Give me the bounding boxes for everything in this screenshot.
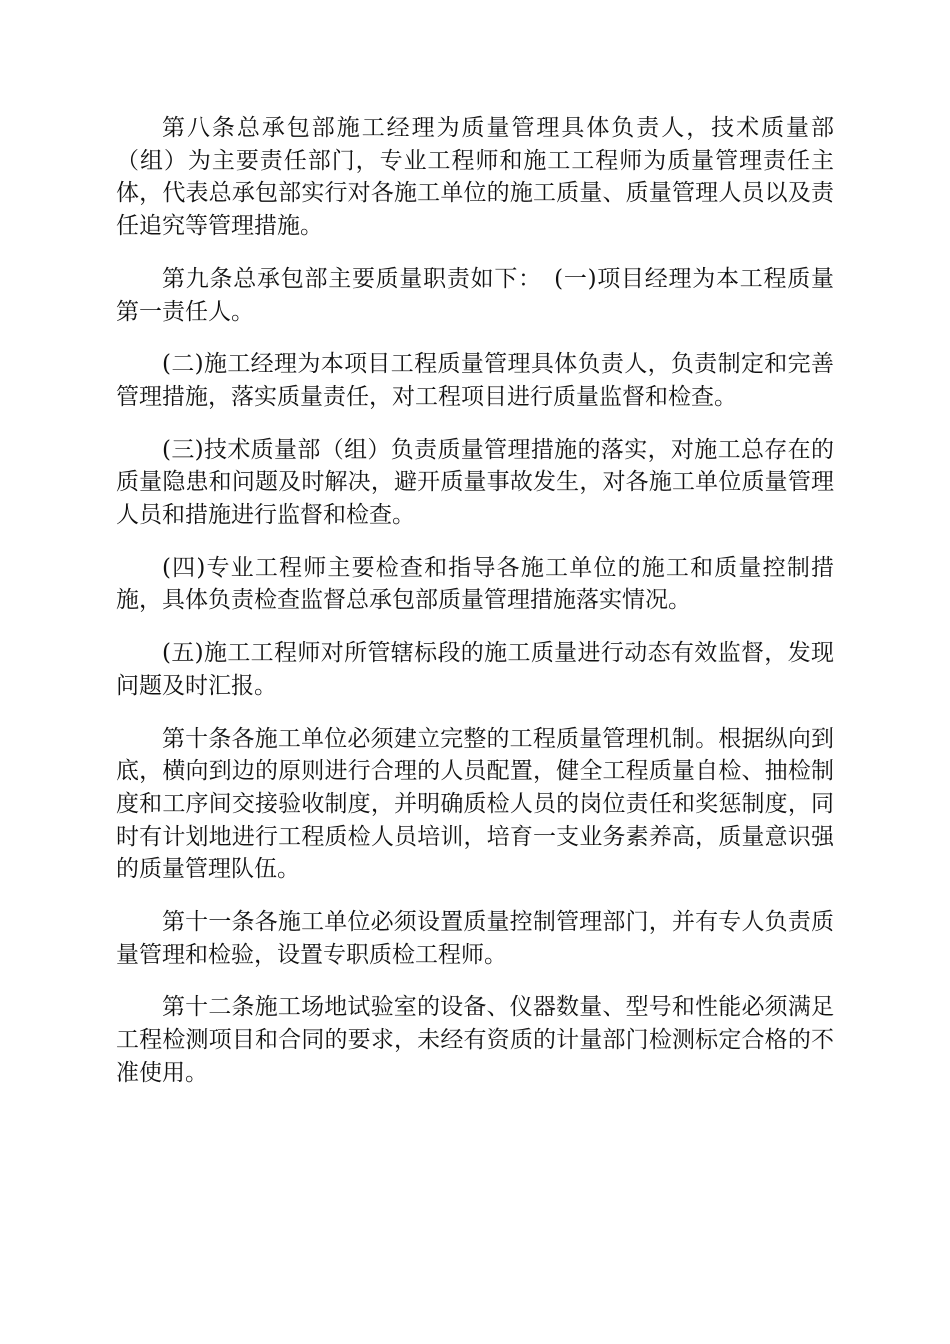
paragraph-article-10: 第十条各施工单位必须建立完整的工程质量管理机制。根据纵向到底，横向到边的原则进行合理的人员配置，健全工程质量自检、抽检制度和工序间交接验收制度，并明确质检人员的岗位责任和奖惩制度，同时有计划地进行工程质检人员培训，培育一支业务素养高，质量意识强的质量管理队伍。	[116, 725, 834, 883]
paragraph-article-9: 第九条总承包部主要质量职责如下： (一)项目经理为本工程质量第一责任人。	[116, 265, 834, 325]
paragraph-article-12: 第十二条施工场地试验室的设备、仪器数量、型号和性能必须满足工程检测项目和合同的要求，未经有资质的计量部门检测标定合格的不准使用。	[116, 994, 834, 1086]
paragraph-article-11: 第十一条各施工单位必须设置质量控制管理部门，并有专人负责质量管理和检验，设置专职质检工程师。	[116, 909, 834, 968]
paragraph-item-3: (三)技术质量部（组）负责质量管理措施的落实，对施工总存在的质量隐患和问题及时解决，避开质量事故发生，对各施工单位质量管理人员和措施进行监督和检查。	[116, 436, 834, 529]
paragraph-item-4: (四)专业工程师主要检查和指导各施工单位的施工和质量控制措施，具体负责检查监督总承包部质量管理措施落实情况。	[116, 554, 834, 614]
document-body	[116, 112, 834, 1110]
paragraph-item-5: (五)施工工程师对所管辖标段的施工质量进行动态有效监督，发现问题及时汇报。	[116, 640, 834, 699]
paragraph-item-2: (二)施工经理为本项目工程质量管理具体负责人，负责制定和完善管理措施，落实质量责任，对工程项目进行质量监督和检查。	[116, 351, 834, 410]
paragraph-article-8: 第八条总承包部施工经理为质量管理具体负责人，技术质量部（组）为主要责任部门，专业工程师和施工工程师为质量管理责任主体，代表总承包部实行对各施工单位的施工质量、质量管理人员以及责任追究等管理措施。	[116, 115, 834, 240]
